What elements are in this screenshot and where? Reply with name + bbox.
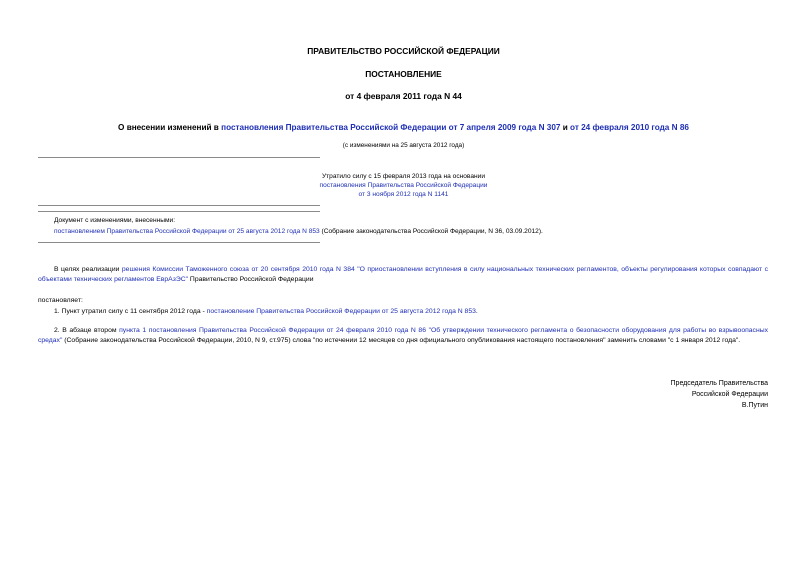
divider (38, 211, 320, 212)
changes-source: (Собрание законодательства Российской Федерации, N 36, 03.09.2012). (319, 228, 543, 235)
signature-name: В.Путин (741, 402, 768, 409)
divider (38, 205, 320, 206)
point-1-suffix: . (475, 308, 478, 315)
changes-reference (54, 227, 543, 237)
document-title (0, 122, 807, 133)
point-1-paragraph (38, 307, 768, 317)
preamble-suffix: Правительство Российской Федерации (188, 276, 314, 284)
divider (38, 157, 320, 158)
document-date: от 4 февраля 2011 года N 44 (345, 91, 462, 101)
preamble-link-decision-384[interactable]: решения Комиссии Таможенного союза от 20 сентября 2010 года N 384 "О приостановлении вступления в силу национальных технических регламентов, объекты регулирования которых совпадают с объектами технических регламентов ЕврАзЭС" (38, 266, 768, 284)
document-type-heading: ПОСТАНОВЛЕНИЕ (365, 69, 442, 79)
divider (38, 242, 320, 243)
title-link-307[interactable]: постановления Правительства Российской Федерации от 7 апреля 2009 года N 307 (221, 123, 561, 132)
resolves-paragraph: постановляет: (38, 297, 83, 304)
expiry-line: Утратило силу с 15 февраля 2013 года на основании (321, 173, 486, 180)
signature-federation: Российской Федерации (691, 391, 768, 398)
changes-label: Документ с изменениями, внесенными: (54, 217, 176, 224)
changes-link-853[interactable]: постановлением Правительства Российской Федерации от 25 августа 2012 года N 853 (54, 228, 320, 235)
government-heading: ПРАВИТЕЛЬСТВО РОССИЙСКОЙ ФЕДЕРАЦИИ (307, 46, 500, 56)
point-2-link-resolution-86[interactable]: пункта 1 постановления Правительства Российской Федерации от 24 февраля 2010 года N 86 "Об утверждении технического регламента о безопасности оборудования для работы во взрывоопасных средах" (38, 327, 768, 345)
signature-position: Председатель Правительства (670, 380, 768, 387)
title-conjunction: и (560, 123, 571, 132)
point-2-paragraph (38, 326, 768, 347)
expiry-link-resolution[interactable]: постановления Правительства Российской Федерации (319, 182, 488, 189)
preamble-paragraph (38, 265, 768, 286)
point-2-prefix: 2. В абзаце втором (54, 327, 120, 334)
point-1-link-853[interactable]: постановление Правительства Российской Федерации от 25 августа 2012 года N 853 (206, 308, 476, 315)
title-link-86[interactable]: от 24 февраля 2010 года N 86 (570, 123, 689, 132)
point-2-suffix: (Собрание законодательства Российской Федерации, 2010, N 9, ст.975) слова "по истечении 12 месяцев со дня официального опубликования настоящего постановления" заменить словами "с 1 января 2012 года". (62, 337, 741, 345)
expiry-link-date[interactable]: от 3 ноября 2012 года N 1141 (358, 191, 449, 198)
amendment-note: (с изменениями на 25 августа 2012 года) (342, 142, 465, 149)
title-prefix: О внесении изменений в (118, 123, 222, 132)
preamble-prefix: В целях реализации (54, 266, 122, 273)
point-1-prefix: 1. Пункт утратил силу с 11 сентября 2012 года - (54, 308, 207, 315)
